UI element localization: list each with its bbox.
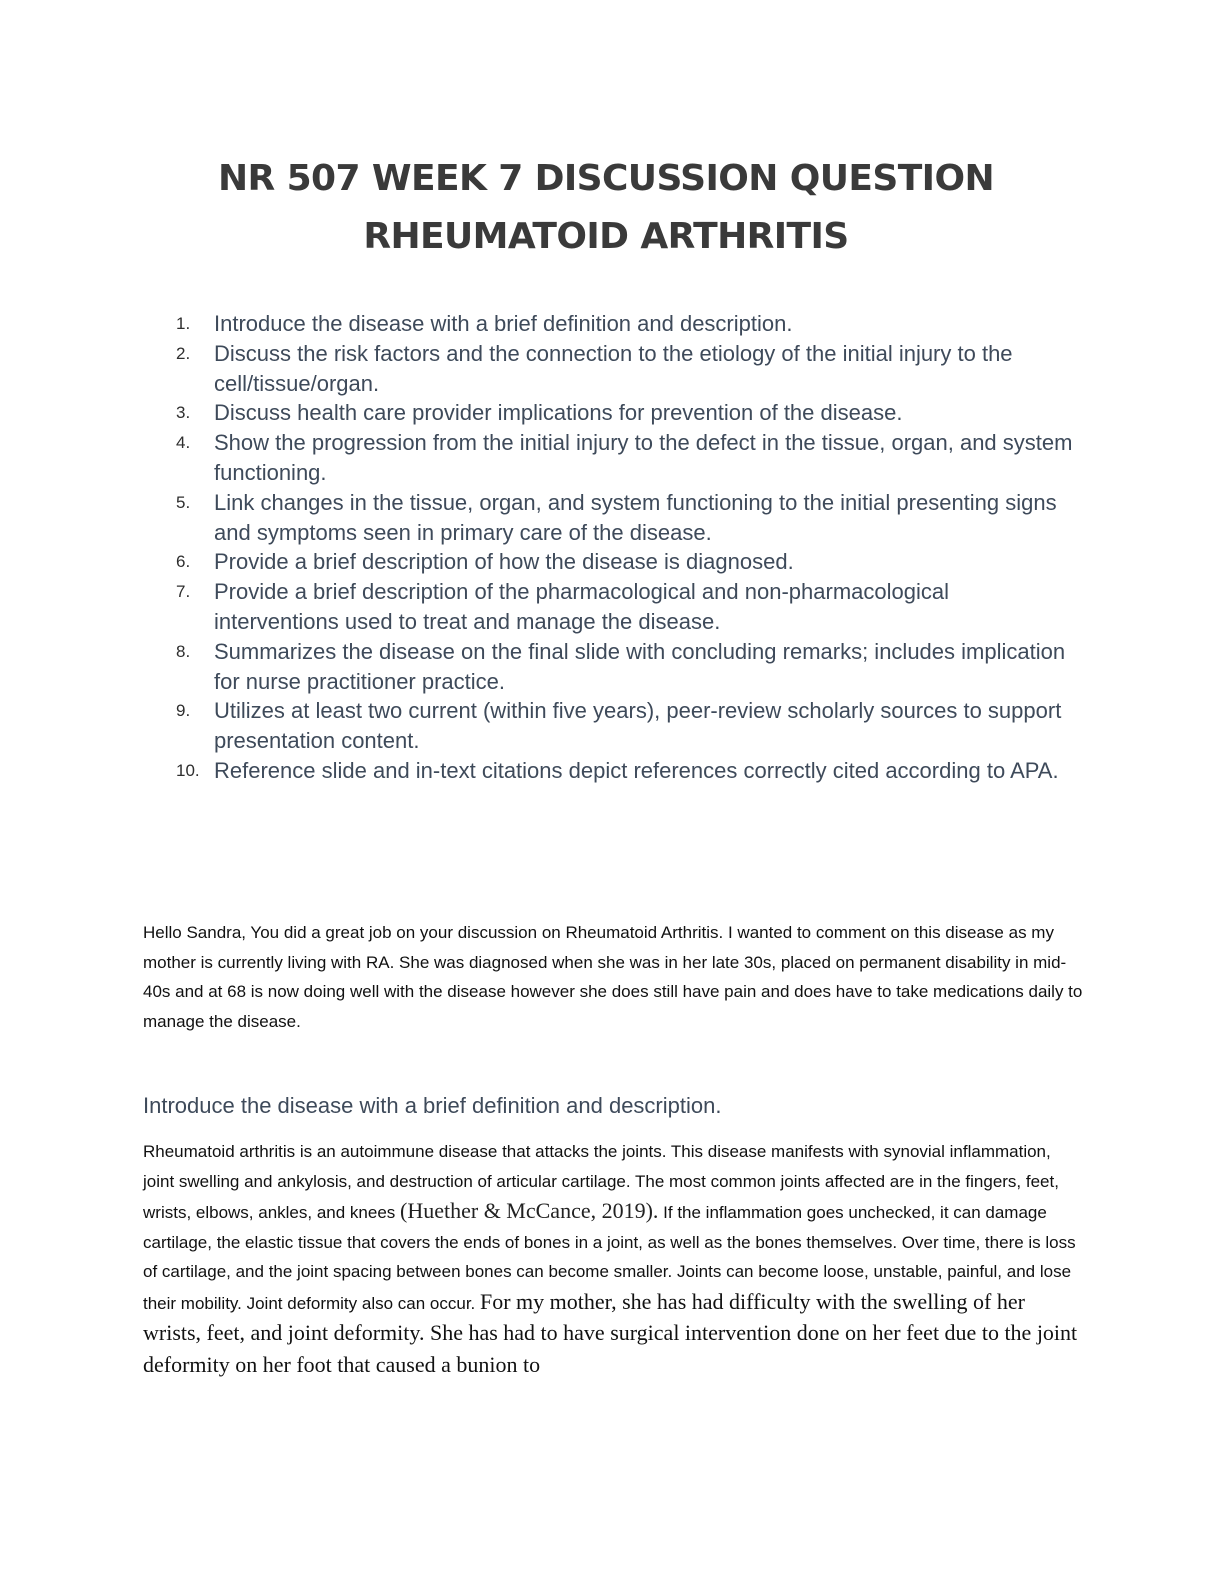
- question-text: Link changes in the tissue, organ, and system functioning to the initial presenting signs and symptoms seen in primary care of the disease.: [214, 489, 1057, 545]
- question-item: [176, 428, 1076, 488]
- question-number: 9.: [176, 701, 191, 721]
- body-text-part-3: For my mother, she has had difficulty with the swelling of her wrists, feet, and joint deformity. She has had to have surgical intervention done on her feet due to the joint deformity on her foot that caused a bunion to: [143, 1288, 1078, 1377]
- question-text: Introduce the disease with a brief definition and description.: [214, 311, 793, 336]
- question-text: Reference slide and in-text citations depict references correctly cited according to APA.: [214, 757, 1059, 783]
- body-text-part-2: If the inflammation goes unchecked, it can damage cartilage, the elastic tissue that covers the ends of bones in a joint, as well as the bones themselves. Over time, there is loss of cartilage, and the joint spacing between bones can become smaller. Joints can become loose, unstable, painful, and lose their mobility. Joint deformity also can occur.: [143, 1203, 1076, 1313]
- question-item: [176, 696, 1076, 756]
- body-paragraph: [143, 1137, 1083, 1381]
- question-list: [176, 309, 1076, 786]
- question-text: Provide a brief description of how the disease is diagnosed.: [214, 549, 794, 575]
- question-text: Discuss the risk factors and the connection to the etiology of the initial injury to the cell/tissue/organ.: [214, 340, 1013, 396]
- question-item: [176, 577, 1076, 637]
- question-text: Summarizes the disease on the final slide with concluding remarks; includes implication for nurse practitioner practice.: [214, 638, 1066, 694]
- section-heading: Introduce the disease with a brief definition and description.: [143, 1093, 722, 1118]
- reply-paragraph: Hello Sandra, You did a great job on your discussion on Rheumatoid Arthritis. I wanted to comment on this disease as my mother is currently living with RA. She was diagnosed when she was in her late 30s, placed on permanent disability in mid-40s and at 68 is now doing well with the disease however she does still have pain and does have to take medications daily to manage the disease.: [143, 923, 1083, 1031]
- question-item: [176, 339, 1076, 399]
- question-number: 7.: [176, 582, 191, 602]
- question-number: 10.: [176, 760, 200, 780]
- question-text: Provide a brief description of the pharmacological and non-pharmacological interventions used to treat and manage the disease.: [214, 579, 949, 634]
- document-title: [0, 150, 1212, 266]
- question-number: 4.: [176, 433, 191, 453]
- question-text: Utilizes at least two current (within five years), peer-review scholarly sources to support presentation content.: [214, 698, 1062, 754]
- question-number: 8.: [176, 641, 191, 661]
- question-item: [176, 398, 1076, 428]
- question-item: [176, 488, 1076, 548]
- question-text: Show the progression from the initial injury to the defect in the tissue, organ, and system functioning.: [214, 430, 1073, 485]
- question-number: 2.: [176, 343, 191, 363]
- question-item: [176, 309, 1076, 339]
- question-item: [176, 637, 1076, 697]
- question-number: 6.: [176, 552, 191, 572]
- title-line-1: NR 507 WEEK 7 DISCUSSION QUESTION: [218, 158, 994, 199]
- question-text: Discuss health care provider implications for prevention of the disease.: [214, 400, 903, 426]
- question-item: [176, 756, 1076, 786]
- body-text-part-1: Rheumatoid arthritis is an autoimmune disease that attacks the joints. This disease manifests with synovial inflammation, joint swelling and ankylosis, and destruction of articular cartilage. The most common joints affected are in the fingers, feet, wrists, elbows, ankles, and knees: [143, 1142, 1059, 1222]
- citation: (Huether & McCance, 2019).: [400, 1198, 659, 1223]
- question-number: 1.: [176, 314, 191, 333]
- title-line-2: RHEUMATOID ARTHRITIS: [363, 216, 849, 257]
- question-number: 3.: [176, 403, 191, 423]
- question-number: 5.: [176, 492, 191, 512]
- question-item: [176, 547, 1076, 577]
